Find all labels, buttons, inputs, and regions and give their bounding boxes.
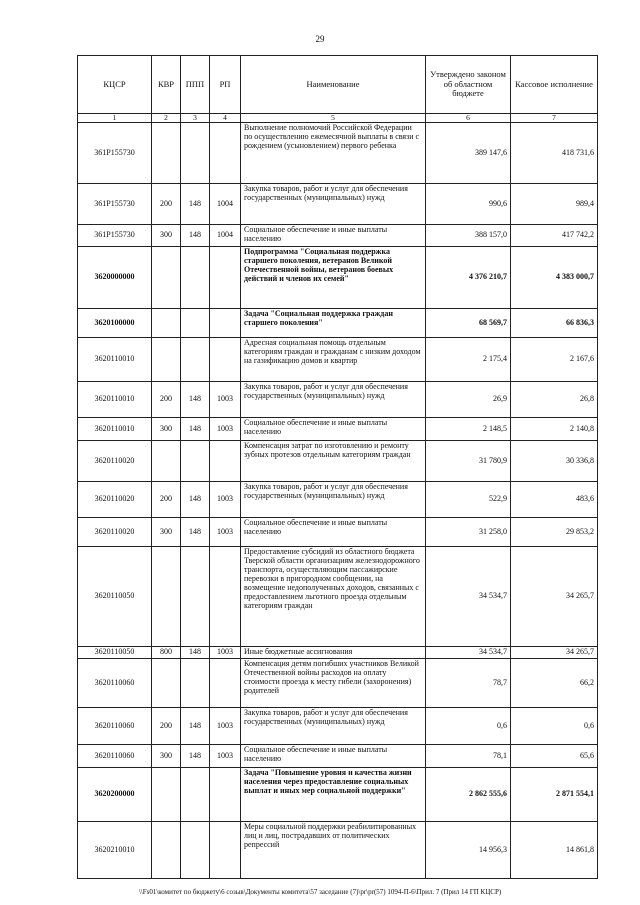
cell-rp — [210, 822, 241, 879]
cell-kvr: 200 — [152, 708, 181, 745]
column-number: 1 — [78, 114, 152, 123]
cell-kvr: 300 — [152, 418, 181, 441]
cell-kvr: 200 — [152, 482, 181, 518]
table-row — [78, 247, 598, 309]
cell-approved: 0,6 — [426, 708, 511, 745]
cell-approved: 34 534,7 — [426, 547, 511, 647]
cell-kvr — [152, 123, 181, 184]
cell-kcsr: 3620110060 — [78, 745, 152, 768]
cell-ppp: 148 — [181, 647, 210, 659]
cell-rp — [210, 768, 241, 822]
cell-name: Предоставление субсидий из областного бюджета Тверской области организациям железнодорожного транспорта, осуществляющим пассажирские перевозки в пригородном сообщении, на возмещение недополученных доходов, связанных с предоставлением льготного проезда отдельным категориям граждан — [241, 547, 426, 647]
cell-name: Иные бюджетные ассигнования — [241, 647, 426, 659]
footer-file-path: \\Fs01\комитет по бюджету\6 созыв\Документы комитета\57 заседание (7)\pr\pr(57) 1094-П-6\Прил. 7 (Прил 14 ГП КЦСР) — [138, 888, 502, 896]
cell-name: Закупка товаров, работ и услуг для обеспечения государственных (муниципальных) нужд — [241, 184, 426, 225]
cell-kvr — [152, 659, 181, 708]
header-row — [78, 56, 598, 114]
cell-approved: 78,1 — [426, 745, 511, 768]
cell-executed: 483,6 — [511, 482, 598, 518]
cell-rp: 1004 — [210, 184, 241, 225]
cell-rp: 1003 — [210, 708, 241, 745]
cell-kcsr: 3620110010 — [78, 338, 152, 382]
cell-name: Компенсация детям погибших участников Великой Отечественной войны расходов на оплату стоимости проезда к месту гибели (захоронения) родителей — [241, 659, 426, 708]
cell-ppp: 148 — [181, 382, 210, 418]
cell-ppp — [181, 441, 210, 482]
table-row — [78, 309, 598, 338]
cell-executed: 66,2 — [511, 659, 598, 708]
cell-rp: 1003 — [210, 647, 241, 659]
cell-approved: 388 157,0 — [426, 225, 511, 247]
cell-ppp: 148 — [181, 745, 210, 768]
cell-approved: 990,6 — [426, 184, 511, 225]
cell-kvr: 800 — [152, 647, 181, 659]
cell-executed: 989,4 — [511, 184, 598, 225]
cell-approved: 2 148,5 — [426, 418, 511, 441]
cell-name: Задача "Социальная поддержка граждан старшего поколения" — [241, 309, 426, 338]
cell-name: Выполнение полномочий Российской Федерации по осуществлению ежемесячной выплаты в связи с рождением (усыновлением) первого ребенка — [241, 123, 426, 184]
cell-executed: 29 853,2 — [511, 518, 598, 547]
cell-name: Социальное обеспечение и иные выплаты населению — [241, 745, 426, 768]
cell-kcsr: 3620110020 — [78, 441, 152, 482]
cell-kvr — [152, 822, 181, 879]
cell-approved: 2 862 555,6 — [426, 768, 511, 822]
cell-executed: 30 336,8 — [511, 441, 598, 482]
budget-table — [77, 55, 598, 879]
cell-approved: 14 956,3 — [426, 822, 511, 879]
cell-kcsr: 361P155730 — [78, 184, 152, 225]
column-header-name: Наименование — [241, 56, 426, 114]
cell-approved: 78,7 — [426, 659, 511, 708]
cell-ppp: 148 — [181, 482, 210, 518]
cell-executed: 26,8 — [511, 382, 598, 418]
cell-approved: 389 147,6 — [426, 123, 511, 184]
cell-ppp — [181, 768, 210, 822]
cell-approved: 68 569,7 — [426, 309, 511, 338]
table-row — [78, 768, 598, 822]
column-number: 3 — [181, 114, 210, 123]
cell-name: Социальное обеспечение и иные выплаты населению — [241, 518, 426, 547]
column-number: 6 — [426, 114, 511, 123]
cell-approved: 34 534,7 — [426, 647, 511, 659]
table-row — [78, 518, 598, 547]
column-number: 4 — [210, 114, 241, 123]
cell-rp: 1003 — [210, 745, 241, 768]
cell-executed: 65,6 — [511, 745, 598, 768]
page-number: 29 — [315, 34, 325, 44]
cell-kvr — [152, 247, 181, 309]
table-row — [78, 338, 598, 382]
cell-kvr — [152, 338, 181, 382]
column-number: 2 — [152, 114, 181, 123]
cell-kcsr: 3620110010 — [78, 382, 152, 418]
table-row — [78, 225, 598, 247]
column-number-row — [78, 114, 598, 123]
cell-executed: 2 140,8 — [511, 418, 598, 441]
cell-ppp: 148 — [181, 225, 210, 247]
cell-approved: 522,9 — [426, 482, 511, 518]
cell-name: Закупка товаров, работ и услуг для обеспечения государственных (муниципальных) нужд — [241, 482, 426, 518]
cell-executed: 66 836,3 — [511, 309, 598, 338]
cell-approved: 2 175,4 — [426, 338, 511, 382]
cell-ppp — [181, 123, 210, 184]
cell-kvr: 200 — [152, 382, 181, 418]
table-body — [78, 123, 598, 879]
cell-ppp — [181, 247, 210, 309]
cell-ppp — [181, 338, 210, 382]
cell-kcsr: 361P155730 — [78, 123, 152, 184]
cell-rp: 1003 — [210, 482, 241, 518]
cell-kvr: 300 — [152, 745, 181, 768]
table-row — [78, 441, 598, 482]
cell-executed: 4 383 000,7 — [511, 247, 598, 309]
table-row — [78, 547, 598, 647]
cell-kcsr: 3620100000 — [78, 309, 152, 338]
cell-kcsr: 3620110020 — [78, 518, 152, 547]
cell-rp: 1004 — [210, 225, 241, 247]
cell-name: Адресная социальная помощь отдельным категориям граждан и гражданам с низким доходом на газификацию домов и квартир — [241, 338, 426, 382]
cell-name: Социальное обеспечение и иные выплаты населению — [241, 225, 426, 247]
table-row — [78, 745, 598, 768]
cell-kcsr: 361P155730 — [78, 225, 152, 247]
cell-approved: 4 376 210,7 — [426, 247, 511, 309]
cell-executed: 0,6 — [511, 708, 598, 745]
cell-ppp — [181, 659, 210, 708]
cell-executed: 417 742,2 — [511, 225, 598, 247]
cell-rp — [210, 441, 241, 482]
cell-kcsr: 3620110060 — [78, 659, 152, 708]
cell-kvr: 200 — [152, 184, 181, 225]
column-header-executed: Кассовое исполнение — [511, 56, 598, 114]
cell-executed: 34 265,7 — [511, 547, 598, 647]
cell-rp: 1003 — [210, 518, 241, 547]
cell-name: Задача "Повышение уровня и качества жизни населения через предоставление социальных выплат и иных мер социальной поддержки" — [241, 768, 426, 822]
cell-kcsr: 3620200000 — [78, 768, 152, 822]
cell-kvr: 300 — [152, 225, 181, 247]
cell-ppp: 148 — [181, 708, 210, 745]
table-row — [78, 708, 598, 745]
cell-name: Подпрограмма "Социальная поддержка старшего поколения, ветеранов Великой Отечественной войны, ветеранов боевых действий и членов их семей" — [241, 247, 426, 309]
cell-kcsr: 3620110050 — [78, 647, 152, 659]
cell-name: Меры социальной поддержки реабилитированных лиц и лиц, пострадавших от политических репрессий — [241, 822, 426, 879]
table-row — [78, 482, 598, 518]
cell-kvr — [152, 441, 181, 482]
cell-rp — [210, 309, 241, 338]
cell-ppp: 148 — [181, 518, 210, 547]
table-row — [78, 184, 598, 225]
cell-kvr: 300 — [152, 518, 181, 547]
cell-kvr — [152, 547, 181, 647]
cell-rp — [210, 659, 241, 708]
cell-ppp: 148 — [181, 184, 210, 225]
cell-ppp — [181, 822, 210, 879]
cell-name: Социальное обеспечение и иные выплаты населению — [241, 418, 426, 441]
cell-rp — [210, 547, 241, 647]
column-number: 7 — [511, 114, 598, 123]
cell-executed: 34 265,7 — [511, 647, 598, 659]
cell-kcsr: 3620110060 — [78, 708, 152, 745]
cell-executed: 2 167,6 — [511, 338, 598, 382]
table-row — [78, 123, 598, 184]
cell-kvr — [152, 309, 181, 338]
table-row — [78, 418, 598, 441]
column-number: 5 — [241, 114, 426, 123]
table-row — [78, 659, 598, 708]
cell-name: Компенсация затрат по изготовлению и ремонту зубных протезов отдельным категориям граждан — [241, 441, 426, 482]
cell-ppp — [181, 309, 210, 338]
column-header-kcsr: КЦСР — [78, 56, 152, 114]
cell-rp — [210, 338, 241, 382]
cell-ppp — [181, 547, 210, 647]
cell-kcsr: 3620110050 — [78, 547, 152, 647]
cell-executed: 2 871 554,1 — [511, 768, 598, 822]
cell-executed: 14 861,8 — [511, 822, 598, 879]
table-row — [78, 822, 598, 879]
table-row — [78, 647, 598, 659]
column-header-rp: РП — [210, 56, 241, 114]
cell-kcsr: 3620210010 — [78, 822, 152, 879]
cell-rp: 1003 — [210, 382, 241, 418]
column-header-approved: Утверждено законом об областном бюджете — [426, 56, 511, 114]
cell-kcsr: 3620110010 — [78, 418, 152, 441]
column-header-kvr: КВР — [152, 56, 181, 114]
cell-ppp: 148 — [181, 418, 210, 441]
column-header-ppp: ППП — [181, 56, 210, 114]
cell-rp — [210, 247, 241, 309]
cell-approved: 26,9 — [426, 382, 511, 418]
cell-name: Закупка товаров, работ и услуг для обеспечения государственных (муниципальных) нужд — [241, 708, 426, 745]
cell-kcsr: 3620110020 — [78, 482, 152, 518]
cell-approved: 31 258,0 — [426, 518, 511, 547]
cell-approved: 31 780,9 — [426, 441, 511, 482]
cell-kcsr: 3620000000 — [78, 247, 152, 309]
cell-name: Закупка товаров, работ и услуг для обеспечения государственных (муниципальных) нужд — [241, 382, 426, 418]
cell-executed: 418 731,6 — [511, 123, 598, 184]
cell-kvr — [152, 768, 181, 822]
cell-rp — [210, 123, 241, 184]
cell-rp: 1003 — [210, 418, 241, 441]
table-row — [78, 382, 598, 418]
